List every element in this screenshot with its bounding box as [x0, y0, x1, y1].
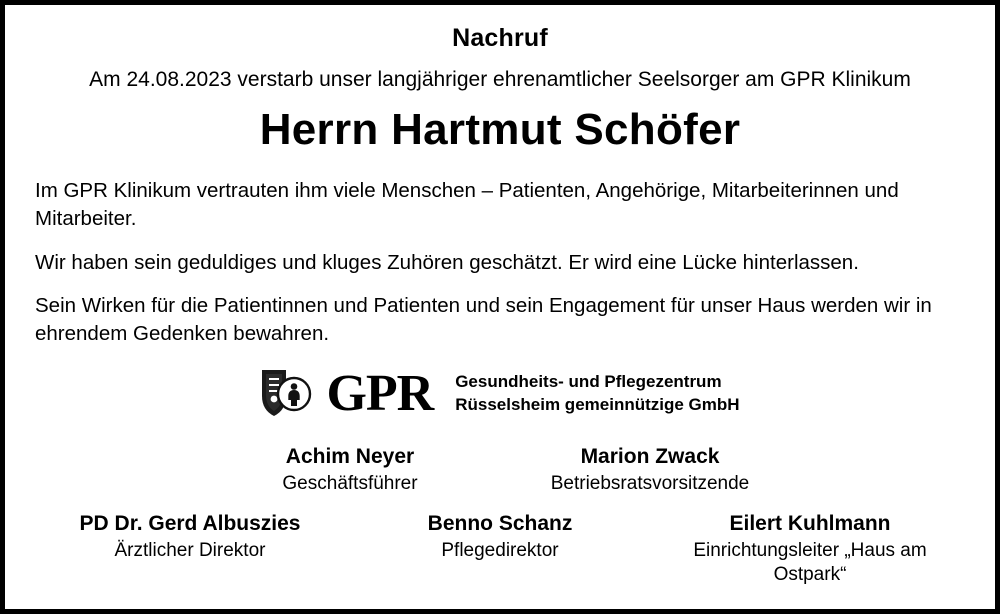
signatory-role: Geschäftsführer — [282, 472, 418, 494]
signatory — [655, 511, 965, 589]
notice-paragraph-2: Wir haben sein geduldiges und kluges Zuhören geschätzt. Er wird eine Lücke hinterlassen. — [35, 250, 859, 274]
signatory — [200, 444, 500, 497]
signatory-row-2 — [35, 511, 965, 589]
signatory-role: Pflegedirektor — [441, 539, 559, 561]
signatory-row-1 — [35, 444, 965, 497]
notice-paragraph-1: Im GPR Klinikum vertrauten ihm viele Menschen – Patienten, Angehörige, Mitarbeiterinnen und Mitarbeiter. — [35, 179, 899, 230]
signatory — [35, 511, 345, 589]
deceased-name: Herrn Hartmut Schöfer — [259, 105, 741, 155]
gpr-subtitle-line2: Rüsselsheim gemeinnützige GmbH — [455, 394, 740, 414]
signatory — [345, 511, 655, 589]
notice-kicker: Nachruf — [452, 24, 548, 52]
signatory — [500, 444, 800, 497]
signatory-name: Marion Zwack — [580, 444, 720, 468]
signatory-role: Ärztlicher Direktor — [114, 539, 266, 561]
border-bottom — [0, 609, 1000, 614]
notice-intro: Am 24.08.2023 verstarb unser langjähriger ehrenamtlicher Seelsorger am GPR Klinikum — [89, 68, 911, 91]
signatory-name: PD Dr. Gerd Albuszies — [79, 511, 301, 535]
signatory-role: Einrichtungsleiter „Haus am Ostpark“ — [693, 539, 927, 586]
signatory-name: Achim Neyer — [285, 444, 415, 468]
gpr-subtitle — [455, 371, 739, 417]
signatory-name: Benno Schanz — [427, 511, 573, 535]
signatory-role: Betriebsratsvorsitzende — [550, 472, 750, 494]
gpr-subtitle-line1: Gesundheits- und Pflegezentrum — [455, 371, 722, 391]
coat-of-arms-icon — [260, 366, 312, 422]
notice-paragraph-3: Sein Wirken für die Patientinnen und Patienten und sein Engagement für unser Haus werden wir in ehrendem Gedenken bewahren. — [35, 294, 932, 345]
gpr-logo — [35, 366, 965, 422]
gpr-wordmark: GPR — [326, 364, 434, 422]
signatory-name: Eilert Kuhlmann — [729, 511, 891, 535]
notice-content — [5, 5, 995, 609]
border-right — [995, 0, 1000, 614]
